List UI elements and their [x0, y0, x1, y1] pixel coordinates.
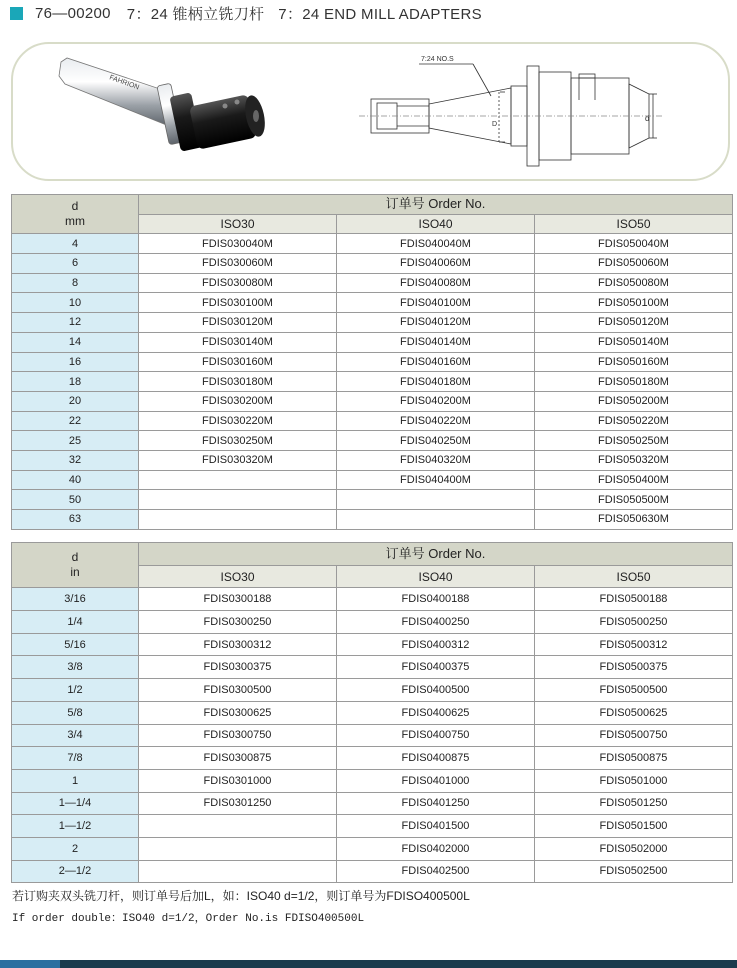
d-cell: 10: [12, 293, 139, 313]
table-row: [12, 701, 733, 724]
iso50-cell: FDIS050220M: [535, 411, 733, 431]
adapter-photo: [59, 58, 268, 152]
inch-order-table: [11, 542, 733, 883]
iso40-cell: FDIS0400875: [337, 747, 535, 770]
iso30-cell: FDIS0300625: [139, 701, 337, 724]
iso50-cell: FDIS050140M: [535, 332, 733, 352]
d-cell: 1: [12, 769, 139, 792]
table-row: [12, 273, 733, 293]
section-marker-icon: [10, 7, 23, 20]
iso40-cell: FDIS040140M: [337, 332, 535, 352]
d-cell: 8: [12, 273, 139, 293]
iso30-cell: FDIS030250M: [139, 431, 337, 451]
table-row: [12, 747, 733, 770]
iso30-cell: [139, 860, 337, 883]
iso30-cell: FDIS030080M: [139, 273, 337, 293]
table-row: [12, 860, 733, 883]
iso30-cell: [139, 490, 337, 510]
d-cell: 1/4: [12, 611, 139, 634]
d-cell: 3/4: [12, 724, 139, 747]
d-column-header: d in: [12, 543, 139, 588]
iso40-cell: FDIS0402000: [337, 837, 535, 860]
title-en: 7：24 END MILL ADAPTERS: [278, 5, 482, 23]
iso50-cell: FDIS050200M: [535, 391, 733, 411]
iso50-cell: FDIS0500312: [535, 633, 733, 656]
iso30-cell: FDIS030320M: [139, 450, 337, 470]
table-row: [12, 372, 733, 392]
iso30-cell: [139, 837, 337, 860]
d-cell: 6: [12, 254, 139, 274]
table-row: [12, 470, 733, 490]
iso50-cell: FDIS0500750: [535, 724, 733, 747]
iso40-cell: [337, 490, 535, 510]
iso40-cell: FDIS040040M: [337, 234, 535, 254]
col-header-iso30: ISO30: [139, 214, 337, 234]
d-cell: 16: [12, 352, 139, 372]
table-row: [12, 411, 733, 431]
order-no-header: 订单号 Order No.: [139, 543, 733, 566]
dim-D-label: D: [492, 121, 498, 128]
iso40-cell: FDIS0402500: [337, 860, 535, 883]
col-header-iso40: ISO40: [337, 214, 535, 234]
table-row: [12, 352, 733, 372]
iso30-cell: [139, 510, 337, 530]
iso30-cell: FDIS030180M: [139, 372, 337, 392]
iso50-cell: FDIS050040M: [535, 234, 733, 254]
d-cell: 5/8: [12, 701, 139, 724]
iso40-cell: FDIS040180M: [337, 372, 535, 392]
table-row: [12, 792, 733, 815]
metric-order-table: [11, 194, 733, 530]
d-cell: 7/8: [12, 747, 139, 770]
iso30-cell: [139, 815, 337, 838]
dim-d-label: d: [645, 114, 650, 123]
iso30-cell: FDIS0300188: [139, 588, 337, 611]
iso50-cell: FDIS050320M: [535, 450, 733, 470]
table-row: [12, 431, 733, 451]
iso40-cell: FDIS040120M: [337, 313, 535, 333]
iso50-cell: FDIS050500M: [535, 490, 733, 510]
technical-drawing: [359, 56, 663, 166]
product-illustration: [13, 44, 728, 179]
d-cell: 2: [12, 837, 139, 860]
footer-bar: [0, 960, 737, 968]
iso30-cell: FDIS0301250: [139, 792, 337, 815]
iso40-cell: FDIS040080M: [337, 273, 535, 293]
iso50-cell: FDIS050100M: [535, 293, 733, 313]
table-row: [12, 332, 733, 352]
iso40-cell: FDIS0400188: [337, 588, 535, 611]
table-row: [12, 450, 733, 470]
d-cell: 5/16: [12, 633, 139, 656]
iso30-cell: FDIS030160M: [139, 352, 337, 372]
iso50-cell: FDIS0500875: [535, 747, 733, 770]
iso30-cell: FDIS030220M: [139, 411, 337, 431]
iso40-cell: FDIS040320M: [337, 450, 535, 470]
table-row: [12, 293, 733, 313]
d-cell: 1/2: [12, 679, 139, 702]
iso40-cell: [337, 510, 535, 530]
table-row: [12, 837, 733, 860]
iso30-cell: FDIS0300500: [139, 679, 337, 702]
iso50-cell: FDIS0500188: [535, 588, 733, 611]
iso30-cell: FDIS030200M: [139, 391, 337, 411]
note-chinese: 若订购夹双头铣刀杆，则订单号后加L，如：ISO40 d=1/2，则订单号为FDISO400500L: [12, 889, 470, 903]
iso40-cell: FDIS0400250: [337, 611, 535, 634]
table-row: [12, 679, 733, 702]
iso50-cell: FDIS0501500: [535, 815, 733, 838]
iso30-cell: FDIS030100M: [139, 293, 337, 313]
table-row: [12, 611, 733, 634]
col-header-iso50: ISO50: [535, 214, 733, 234]
iso40-cell: FDIS0401500: [337, 815, 535, 838]
iso30-cell: FDIS0301000: [139, 769, 337, 792]
d-column-header: d mm: [12, 195, 139, 234]
d-cell: 40: [12, 470, 139, 490]
iso50-cell: FDIS050250M: [535, 431, 733, 451]
iso50-cell: FDIS050400M: [535, 470, 733, 490]
table-row: [12, 313, 733, 333]
d-cell: 50: [12, 490, 139, 510]
iso30-cell: FDIS030120M: [139, 313, 337, 333]
d-cell: 1—1/2: [12, 815, 139, 838]
d-cell: 32: [12, 450, 139, 470]
iso30-cell: FDIS030140M: [139, 332, 337, 352]
iso30-cell: FDIS030040M: [139, 234, 337, 254]
iso50-cell: FDIS050060M: [535, 254, 733, 274]
iso50-cell: FDIS0500625: [535, 701, 733, 724]
iso50-cell: FDIS050080M: [535, 273, 733, 293]
iso40-cell: FDIS0400375: [337, 656, 535, 679]
d-cell: 3/16: [12, 588, 139, 611]
iso30-cell: FDIS0300375: [139, 656, 337, 679]
d-cell: 63: [12, 510, 139, 530]
iso50-cell: FDIS0502500: [535, 860, 733, 883]
iso50-cell: FDIS0502000: [535, 837, 733, 860]
order-no-header: 订单号 Order No.: [139, 195, 733, 215]
table-row: [12, 510, 733, 530]
table-row: [12, 724, 733, 747]
table-row: [12, 254, 733, 274]
iso50-cell: FDIS0501250: [535, 792, 733, 815]
d-cell: 4: [12, 234, 139, 254]
table-row: [12, 391, 733, 411]
table-row: [12, 490, 733, 510]
iso40-cell: FDIS0401250: [337, 792, 535, 815]
d-cell: 25: [12, 431, 139, 451]
iso40-cell: FDIS0400750: [337, 724, 535, 747]
taper-label: 7:24 NO.S: [421, 56, 454, 63]
col-header-iso30: ISO30: [139, 565, 337, 588]
title-cn: 7：24 锥柄立铣刀杆: [126, 5, 265, 23]
d-cell: 22: [12, 411, 139, 431]
col-header-iso50: ISO50: [535, 565, 733, 588]
iso50-cell: FDIS050160M: [535, 352, 733, 372]
col-header-iso40: ISO40: [337, 565, 535, 588]
iso50-cell: FDIS050630M: [535, 510, 733, 530]
footer-accent: [0, 960, 60, 968]
iso40-cell: FDIS040060M: [337, 254, 535, 274]
d-cell: 3/8: [12, 656, 139, 679]
page-header: [10, 4, 482, 22]
iso30-cell: FDIS0300750: [139, 724, 337, 747]
product-figure-panel: [11, 42, 730, 181]
d-cell: 18: [12, 372, 139, 392]
table-row: [12, 234, 733, 254]
iso50-cell: FDIS0500375: [535, 656, 733, 679]
d-cell: 2—1/2: [12, 860, 139, 883]
iso30-cell: FDIS030060M: [139, 254, 337, 274]
table-row: [12, 769, 733, 792]
table-row: [12, 815, 733, 838]
table-row: [12, 633, 733, 656]
iso30-cell: FDIS0300250: [139, 611, 337, 634]
iso30-cell: FDIS0300312: [139, 633, 337, 656]
d-cell: 14: [12, 332, 139, 352]
iso50-cell: FDIS050180M: [535, 372, 733, 392]
iso40-cell: FDIS040100M: [337, 293, 535, 313]
iso40-cell: FDIS040160M: [337, 352, 535, 372]
iso40-cell: FDIS040220M: [337, 411, 535, 431]
table-row: [12, 588, 733, 611]
iso50-cell: FDIS0500250: [535, 611, 733, 634]
iso40-cell: FDIS0401000: [337, 769, 535, 792]
iso40-cell: FDIS0400312: [337, 633, 535, 656]
product-code: 76—00200: [35, 4, 111, 22]
iso50-cell: FDIS050120M: [535, 313, 733, 333]
iso30-cell: FDIS0300875: [139, 747, 337, 770]
iso40-cell: FDIS0400625: [337, 701, 535, 724]
iso40-cell: FDIS040200M: [337, 391, 535, 411]
d-cell: 1—1/4: [12, 792, 139, 815]
d-cell: 12: [12, 313, 139, 333]
d-cell: 20: [12, 391, 139, 411]
iso50-cell: FDIS0500500: [535, 679, 733, 702]
iso40-cell: FDIS040400M: [337, 470, 535, 490]
brand-label: FAHRION: [108, 74, 140, 92]
iso50-cell: FDIS0501000: [535, 769, 733, 792]
iso30-cell: [139, 470, 337, 490]
iso40-cell: FDIS0400500: [337, 679, 535, 702]
iso40-cell: FDIS040250M: [337, 431, 535, 451]
table-row: [12, 656, 733, 679]
note-english: If order double：ISO40 d=1/2，Order No.is FDISO400500L: [12, 913, 365, 925]
